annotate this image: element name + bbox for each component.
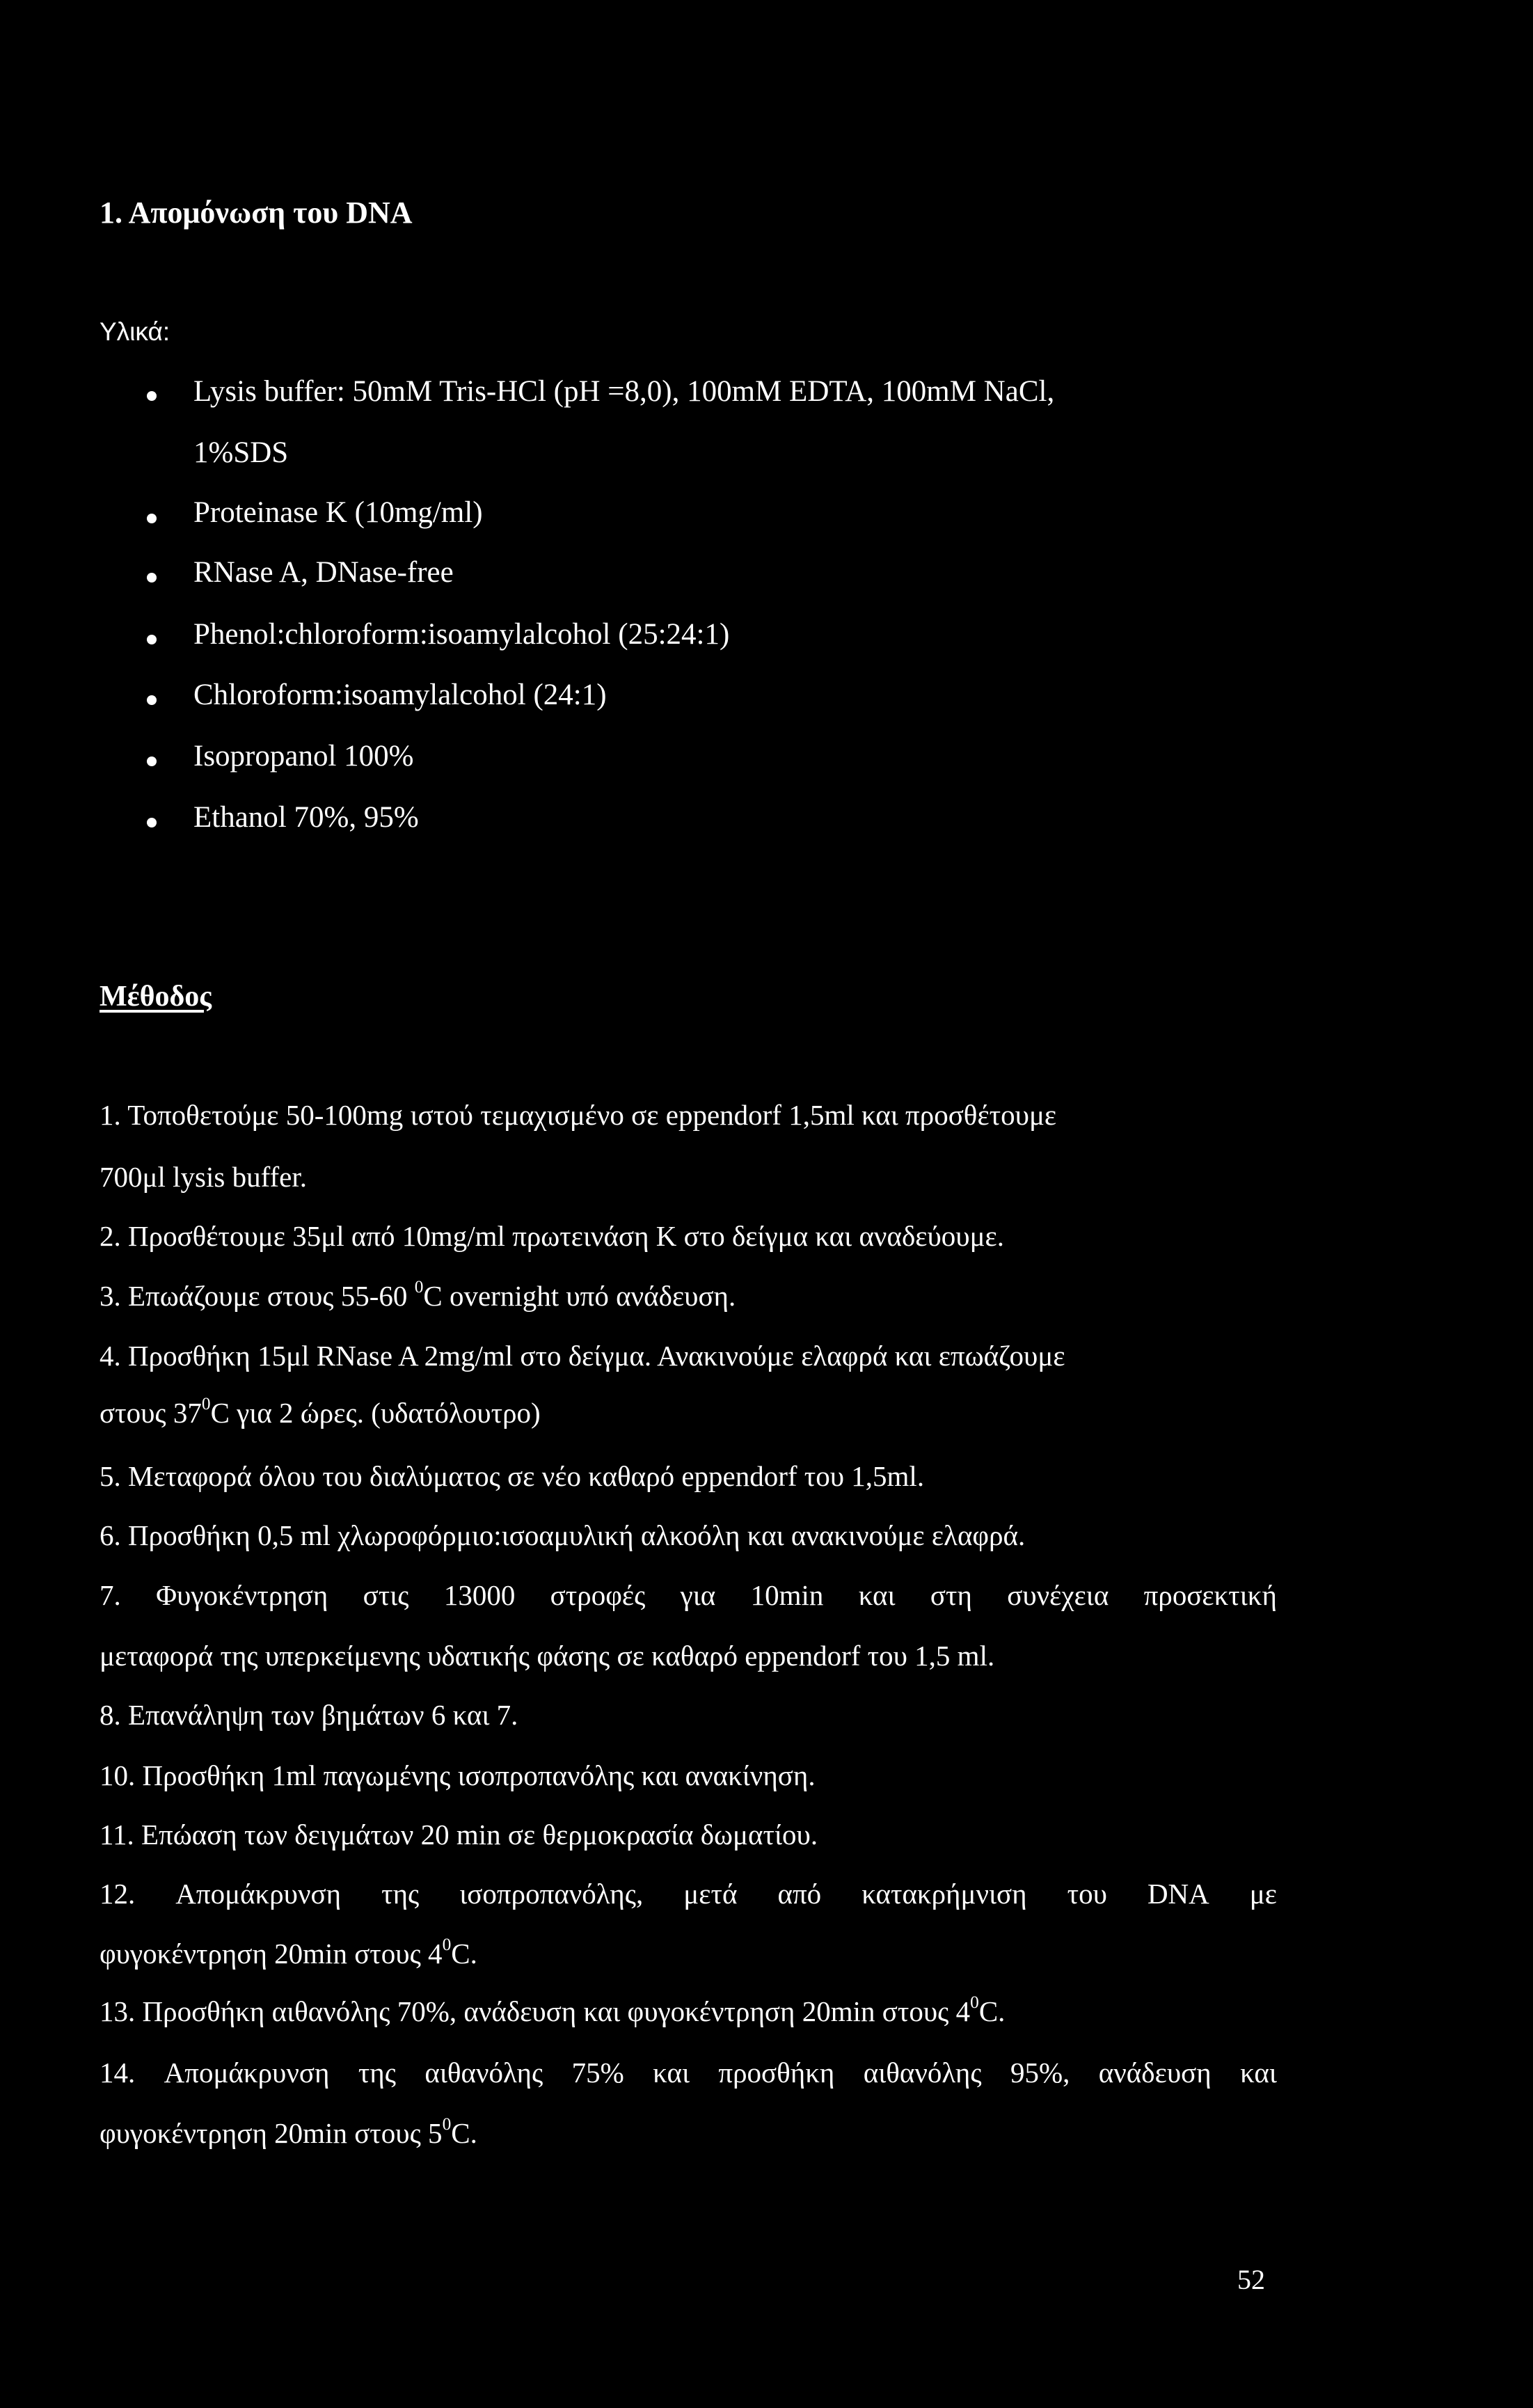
word: 7. [100, 1579, 121, 1611]
page-number: 52 [1237, 2264, 1265, 2295]
bullet-icon [147, 695, 157, 705]
step-14-text: φυγοκέντρηση 20min στους 5 [100, 2117, 443, 2149]
step-1-line-2: 700μl lysis buffer. [100, 1161, 307, 1193]
bullet-icon [147, 635, 157, 644]
material-item: RNase A, DNase-free [193, 556, 454, 589]
section-heading: 1. Απομόνωση του DNA [100, 196, 413, 230]
word: 12. [100, 1878, 136, 1910]
word: στη [930, 1579, 972, 1611]
word: προσθήκη [718, 2057, 835, 2089]
step-3 [100, 1276, 736, 1313]
word: αιθανόλης [424, 2057, 543, 2089]
word: Απομάκρυνση [175, 1878, 342, 1910]
step-6: 6. Προσθήκη 0,5 ml χλωροφόρμιο:ισοαμυλική αλκοόλη και ανακινούμε ελαφρά. [100, 1519, 1026, 1551]
word: 13000 [443, 1579, 516, 1611]
word: DNA [1147, 1878, 1209, 1910]
step-11: 11. Επώαση των δειγμάτων 20 min σε θερμοκρασία δωματίου. [100, 1819, 818, 1851]
word: Φυγοκέντρηση [156, 1579, 328, 1611]
bullet-icon [147, 514, 157, 523]
word: 95%, [1010, 2057, 1070, 2089]
degree-superscript: 0 [201, 1393, 211, 1413]
material-item: Phenol:chloroform:isoamylalcohol (25:24:1) [193, 618, 730, 651]
word: Απομάκρυνση [164, 2057, 330, 2089]
step-4-line-2 [100, 1393, 541, 1429]
word: στις [363, 1579, 409, 1611]
material-item: Chloroform:isoamylalcohol (24:1) [193, 679, 607, 711]
step-14-text-end: C. [451, 2117, 477, 2149]
step-14-line-1 [100, 2056, 1277, 2089]
step-5: 5. Μεταφορά όλου του διαλύματος σε νέο καθαρό eppendorf του 1,5ml. [100, 1460, 925, 1492]
step-3-text-end: C overnight υπό ανάδευση. [423, 1280, 736, 1312]
step-12-text-end: C. [451, 1938, 477, 1970]
word: και [858, 1579, 896, 1611]
word: 75% [571, 2057, 624, 2089]
word: κατακρήμνιση [861, 1878, 1027, 1910]
word: της [381, 1878, 420, 1910]
step-10: 10. Προσθήκη 1ml παγωμένης ισοπροπανόλης και ανακίνηση. [100, 1759, 816, 1791]
bullet-icon [147, 391, 157, 401]
word: ισοπροπανόλης, [459, 1878, 644, 1910]
step-8: 8. Επανάληψη των βημάτων 6 και 7. [100, 1699, 518, 1731]
material-item: Lysis buffer: 50mM Tris-HCl (pH =8,0), 100mM EDTA, 100mM NaCl, [193, 375, 1055, 408]
word: του [1067, 1878, 1107, 1910]
step-13-text: 13. Προσθήκη αιθανόλης 70%, ανάδευση και φυγοκέντρηση 20min στους 4 [100, 1995, 971, 2027]
word: της [358, 2057, 396, 2089]
step-4-text: στους 37 [100, 1397, 202, 1429]
material-item: Proteinase K (10mg/ml) [193, 496, 483, 529]
word: 10min [750, 1579, 824, 1611]
bullet-icon [147, 818, 157, 827]
step-4-text-end: C για 2 ώρες. (υδατόλουτρο) [210, 1397, 541, 1429]
bullet-icon [147, 757, 157, 766]
word: αιθανόλης [863, 2057, 982, 2089]
word: και [653, 2057, 690, 2089]
word: προσεκτική [1143, 1579, 1277, 1611]
bullet-icon [147, 573, 157, 583]
word: συνέχεια [1007, 1579, 1109, 1611]
material-item: Ethanol 70%, 95% [193, 801, 419, 834]
word: από [777, 1878, 822, 1910]
degree-superscript: 0 [414, 1276, 424, 1297]
step-13 [100, 1992, 1006, 2028]
degree-superscript: 0 [442, 1934, 452, 1954]
step-3-text: 3. Επωάζουμε στους 55-60 [100, 1280, 415, 1312]
step-7-line-1 [100, 1578, 1277, 1612]
material-item-continuation: 1%SDS [193, 436, 289, 469]
material-item: Isopropanol 100% [193, 740, 414, 773]
step-12-text: φυγοκέντρηση 20min στους 4 [100, 1938, 443, 1970]
method-title: Μέθοδος [100, 981, 212, 1013]
step-7-line-2: μεταφορά της υπερκείμενης υδατικής φάσης σε καθαρό eppendorf του 1,5 ml. [100, 1640, 995, 1672]
step-12-line-1 [100, 1877, 1277, 1910]
step-13-text-end: C. [978, 1995, 1006, 2027]
word: 14. [100, 2057, 136, 2089]
word: με [1249, 1878, 1277, 1910]
step-4-line-1: 4. Προσθήκη 15μl RNase A 2mg/ml στο δείγμα. Ανακινούμε ελαφρά και επωάζουμε [100, 1340, 1065, 1372]
materials-label: Υλικά: [100, 317, 170, 346]
word: για [680, 1579, 716, 1611]
word: ανάδευση [1098, 2057, 1212, 2089]
word: στροφές [550, 1579, 646, 1611]
step-14-line-2 [100, 2116, 477, 2150]
degree-superscript: 0 [970, 1992, 979, 2012]
step-2: 2. Προσθέτουμε 35μl από 10mg/ml πρωτεινάση Κ στο δείγμα και αναδεύουμε. [100, 1220, 1005, 1252]
step-12-line-2 [100, 1934, 477, 1970]
word: και [1240, 2057, 1277, 2089]
degree-superscript: 0 [442, 2114, 452, 2134]
word: μετά [683, 1878, 738, 1910]
step-1-line-1: 1. Τοποθετούμε 50-100mg ιστού τεμαχισμένο σε eppendorf 1,5ml και προσθέτουμε [100, 1099, 1057, 1131]
